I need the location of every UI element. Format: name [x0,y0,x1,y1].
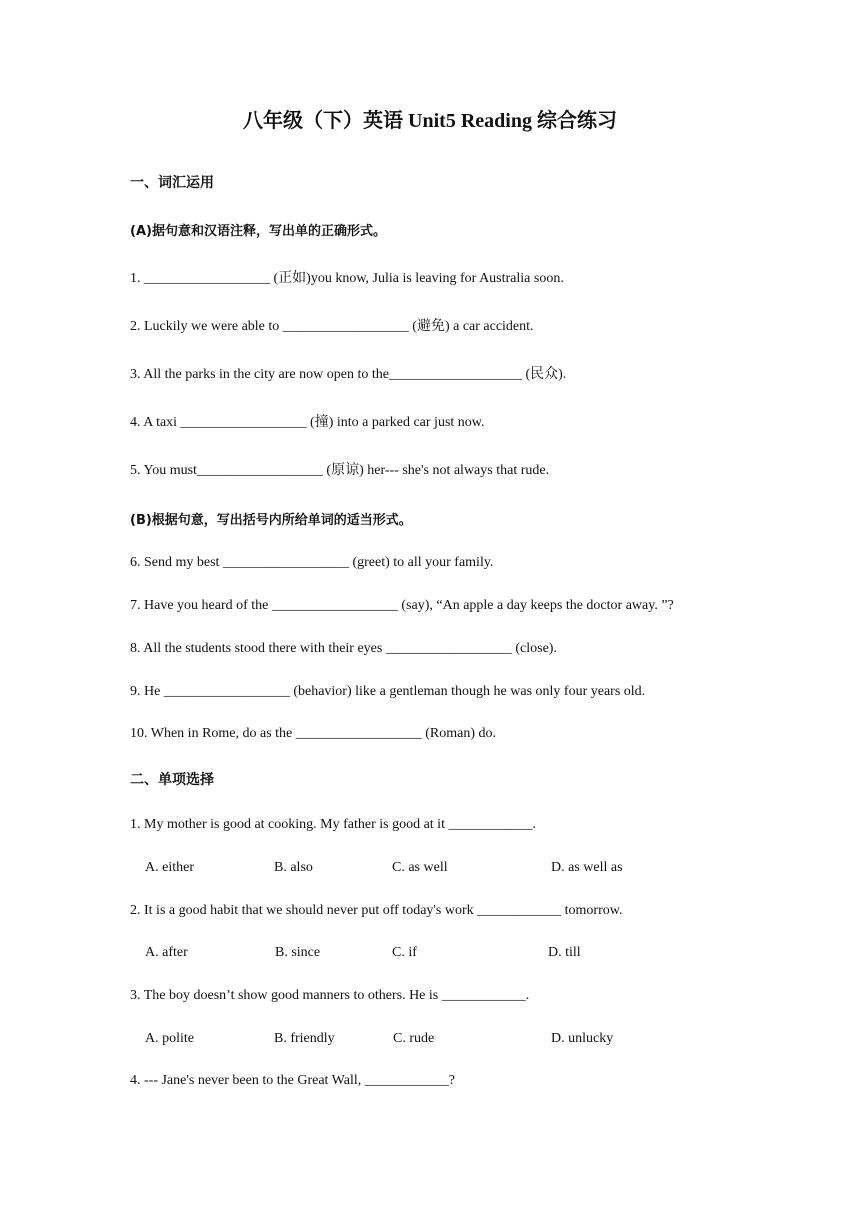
mc-option: C. if [392,945,417,960]
question-a-1: 1. __________________ (正如)you know, Julia is leaving for Australia soon. [130,271,564,286]
mc-options-2 [145,945,745,965]
subsection-heading-a: (A)据句意和汉语注释，写出单的正确形式。 [130,224,386,239]
question-b-9: 9. He __________________ (behavior) like a gentleman though he was only four years old. [130,684,646,699]
question-b-6: 6. Send my best __________________ (greet) to all your family. [130,555,494,570]
mc-option: D. as well as [551,860,623,875]
question-a-3: 3. All the parks in the city are now open to the___________________ (民众). [130,367,567,382]
mc-option: B. since [275,945,321,960]
question-a-2: 2. Luckily we were able to __________________ (避免) a car accident. [130,319,534,334]
mc-option: B. friendly [274,1031,335,1046]
mc-question-3: 3. The boy doesn’t show good manners to others. He is ____________. [130,988,530,1003]
mc-option: A. either [145,860,194,875]
mc-option: D. till [548,945,581,960]
section-heading-choice: 二、单项选择 [130,772,214,788]
mc-option: D. unlucky [551,1031,614,1046]
question-a-5: 5. You must__________________ (原谅) her--- she's not always that rude. [130,463,550,478]
page-title: 八年级（下）英语 Unit5 Reading 综合练习 [243,110,617,132]
mc-options-3 [145,1031,745,1051]
question-b-10: 10. When in Rome, do as the __________________ (Roman) do. [130,726,497,741]
subsection-heading-b: (B)根据句意，写出括号内所给单词的适当形式。 [130,513,412,528]
mc-option: A. polite [145,1031,194,1046]
mc-option: C. as well [392,860,448,875]
mc-option: C. rude [393,1031,435,1046]
mc-option: B. also [274,860,313,875]
mc-question-4: 4. --- Jane's never been to the Great Wall, ____________? [130,1073,455,1088]
mc-options-1 [145,860,745,880]
section-heading-vocab: 一、词汇运用 [130,175,214,191]
question-b-7: 7. Have you heard of the __________________ (say), “An apple a day keeps the doctor away. ”? [130,598,674,613]
mc-option: A. after [145,945,188,960]
question-b-8: 8. All the students stood there with their eyes __________________ (close). [130,641,557,656]
mc-question-2: 2. It is a good habit that we should never put off today's work ____________ tomorrow. [130,903,623,918]
question-a-4: 4. A taxi __________________ (撞) into a parked car just now. [130,415,485,430]
mc-question-1: 1. My mother is good at cooking. My father is good at it ____________. [130,817,536,832]
